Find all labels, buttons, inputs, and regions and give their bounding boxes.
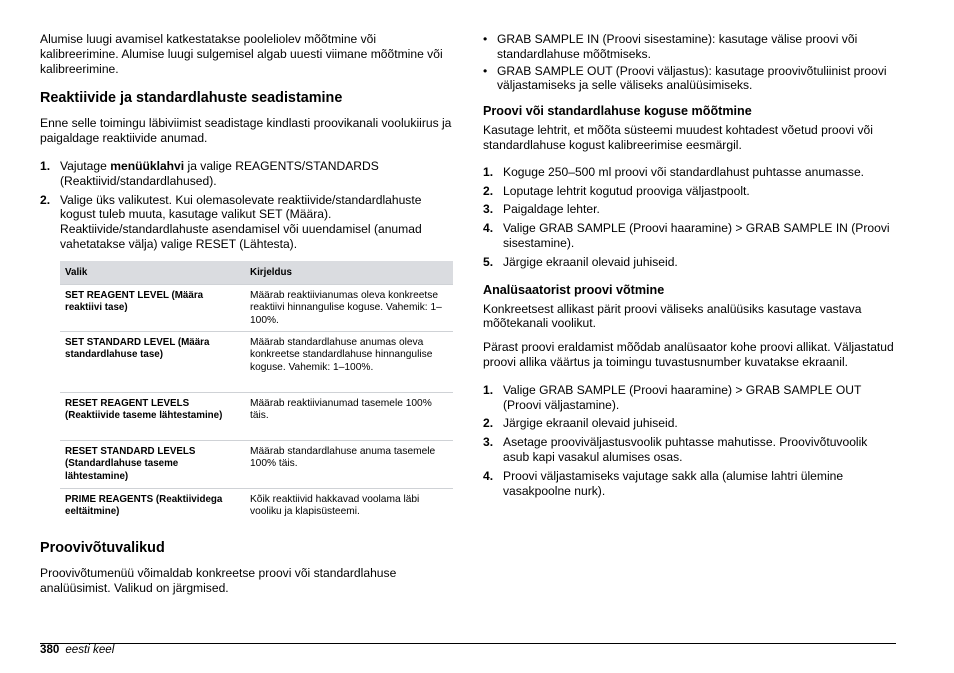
description-cell: Kõik reaktiivid hakkavad voolama läbi vooliku ja klapisüsteemi. [245,488,453,524]
table-header-row [60,261,453,285]
measure-paragraph: Kasutage lehtrit, et mõõta süsteemi muudest kohtadest võetud proovi või standardlahuse kogust kalibreerimise eesmärgil. [483,123,873,152]
list-item: • GRAB SAMPLE OUT (Proovi väljastus): kasutage proovivõtuliinist proovi väljastamiseks ja selle väliseks analüüsimiseks. [483,63,887,93]
left-column [40,32,454,596]
intro-paragraph: Alumise luugi avamisel katkestatakse pooleliolev mõõtmine või kalibreerimine. Alumise luugi sulgemisel algab uuesti viimane mõõtmine või kalibreerimine. [40,32,443,76]
list-item: 3. Paigaldage lehter. [483,202,600,217]
bullet-icon: • [483,32,488,46]
reagents-paragraph: Enne selle toimingu läbiviimist seadistage kindlasti proovikanali voolukiirus ja paigaldage reaktiivide anumad. [40,116,452,146]
table-row [60,284,453,331]
list-item: 4. Proovi väljastamiseks vajutage sakk alla (alumise lahtri ülemine vasakpoolne nurk). [483,468,844,498]
analyzer-paragraph-2: Pärast proovi eraldamist mõõdab analüsaator kohe proovi allikat. Väljastatud proovi allika väärtus ja toimingu tuvastusnumber kuvatakse ekraanil. [483,340,894,369]
column-header: Valik [60,261,245,285]
right-column [483,32,896,498]
analyzer-paragraph-1: Konkreetsest allikast pärit proovi väliseks analüüsiks kasutage vastava mõõtekanali voolikut. [483,301,862,331]
reagents-steps [40,159,454,252]
option-cell: RESET STANDARD LEVELS (Standardlahuse taseme lähtestamine) [60,440,245,488]
heading-measure: Proovi või standardlahuse koguse mõõtmine [483,104,752,119]
column-header: Kirjeldus [245,261,453,285]
table-row [60,331,453,392]
list-item: 4. Valige GRAB SAMPLE (Proovi haaramine) > GRAB SAMPLE IN (Proovi sisestamine). [483,221,890,250]
list-item: 1. Koguge 250–500 ml proovi või standardlahust puhtasse anumasse. [483,164,865,179]
sampling-paragraph: Proovivõtumenüü võimaldab konkreetse proovi või standardlahuse analüüsimist. Valikud on järgmised. [40,566,397,596]
description-cell: Määrab reaktiivianumad tasemele 100% täis. [245,392,453,440]
description-cell: Määrab reaktiivianumas oleva konkreetse reaktiivi hinnangulise koguse. Vahemik: 1–100%. [245,284,453,331]
list-item: 2. Valige üks valikutest. Kui olemasolevate reaktiivide/standardlahuste kogust tuleb muuta, kasutage valikut SET (Määra). Reaktiivide/standardlahuste asendamisel või uuendamisel (anumad vahetatakse välja) valige RESET (Lähtesta). [40,192,422,251]
page-footer [40,643,114,657]
option-cell: PRIME REAGENTS (Reaktiividega eeltäitmine) [60,488,245,524]
sample-options-list [483,32,896,93]
language-label: eesti keel [65,643,115,656]
heading-analyzer: Analüsaatorist proovi võtmine [483,282,665,297]
heading-reagents: Reaktiivide ja standardlahuste seadistamine [40,90,343,107]
measure-steps [483,165,896,270]
list-item: 3. Asetage proovivälјastusvoolik puhtasse mahutisse. Proovivõtuvoolik asub kapi vasakul alumises osas. [483,435,868,464]
list-item: • GRAB SAMPLE IN (Proovi sisestamine): kasutage välise proovi või standardlahuse mõõtmiseks. [483,32,858,61]
list-item: 1. Vajutage menüüklahvi ja valige REAGENTS/STANDARDS (Reaktiivid/standardlahused). [40,158,379,188]
table-row [60,488,453,524]
step-number: 2. [40,192,51,207]
table-row [60,392,453,440]
heading-sampling: Proovivõtuvalikud [40,540,165,557]
options-table [60,261,453,525]
table-row [60,440,453,488]
step-number: 1. [40,158,51,173]
option-cell: SET REAGENT LEVEL (Määra reaktiivi tase) [60,284,245,331]
description-cell: Määrab standardlahuse anumas oleva konkreetse standardlahuse hinnangulise koguse. Vahemik: 1–100%. [245,331,453,392]
footer-divider [40,643,896,644]
menu-key-label: menüüklahvi [110,158,185,173]
option-cell: SET STANDARD LEVEL (Määra standardlahuse tase) [60,331,245,392]
list-item: 1. Valige GRAB SAMPLE (Proovi haaramine) > GRAB SAMPLE OUT (Proovi väljastamine). [483,382,862,412]
analyzer-steps [483,383,896,499]
bullet-icon: • [483,63,488,78]
option-cell: RESET REAGENT LEVELS (Reaktiivide taseme lähtestamine) [60,392,245,440]
list-item: 2. Järgige ekraanil olevaid juhiseid. [483,416,678,431]
list-item: 2. Loputage lehtrit kogutud prooviga väljastpoolt. [483,183,750,198]
page-number: 380 [40,643,60,656]
list-item: 5. Järgige ekraanil olevaid juhiseid. [483,254,678,269]
description-cell: Määrab standardlahuse anuma tasemele 100% täis. [245,440,453,488]
